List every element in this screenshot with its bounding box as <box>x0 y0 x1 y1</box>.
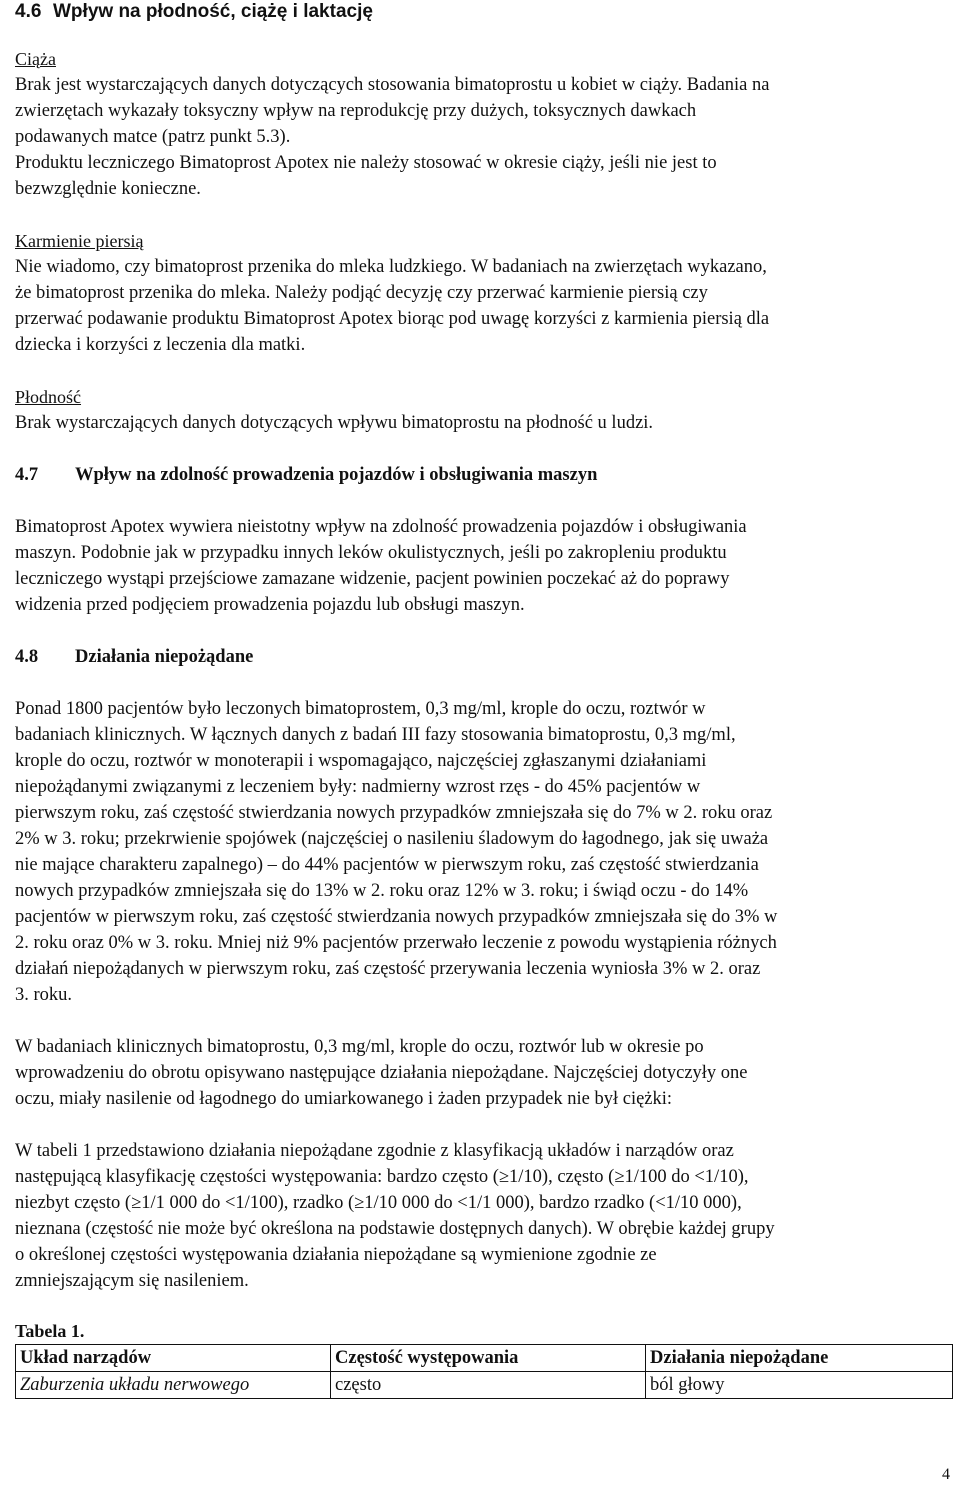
section-4-7-heading <box>15 462 950 488</box>
text-line: Produktu leczniczego Bimatoprost Apotex nie należy stosować w okresie ciąży, jeśli nie jest to <box>15 153 717 173</box>
adverse-effects-paragraph-2 <box>15 1034 950 1112</box>
text-line: przerwać podawanie produktu Bimatoprost Apotex biorąc pod uwagę korzyści z karmienia piersią dla <box>15 309 770 329</box>
text-line: Ponad 1800 pacjentów było leczonych bimatoprostem, 0,3 mg/ml, krople do oczu, roztwór w <box>15 699 706 719</box>
text-line: Brak wystarczających danych dotyczących wpływu bimatoprostu na płodność u ludzi. <box>15 413 654 433</box>
text-line: maszyn. Podobnie jak w przypadku innych leków okulistycznych, jeśli po zakropleniu produktu <box>15 543 727 563</box>
text-line: leczniczego wystąpi przejściowe zamazane widzenie, pacjent powinien poczekać aż do poprawy <box>15 569 730 589</box>
text-line: dziecka i korzyści z leczenia dla matki. <box>15 335 306 355</box>
table-cell: często <box>331 1372 646 1399</box>
section-4-6-heading <box>15 0 950 24</box>
section-title: Działania niepożądane <box>75 647 254 667</box>
adverse-effects-paragraph-1 <box>15 696 950 1008</box>
text-line: zwierzętach wykazały toksyczny wpływ na reprodukcję przy dużych, toksycznych dawkach <box>15 101 697 121</box>
text-line: W tabeli 1 przedstawiono działania niepożądane zgodnie z klasyfikacją układów i narządów oraz <box>15 1141 734 1161</box>
text-line: 2% w 3. roku; przekrwienie spojówek (najczęściej o nasileniu śladowym do łagodnego, jak się uważa <box>15 829 769 849</box>
section-title: Wpływ na zdolność prowadzenia pojazdów i obsługiwania maszyn <box>75 465 598 485</box>
text-line: widzenia przed podjęciem prowadzenia pojazdu lub obsługi maszyn. <box>15 595 525 615</box>
text-line: nieznana (częstość nie może być określona na podstawie dostępnych danych). W obrębie każdej grupy <box>15 1219 775 1239</box>
text-line: pierwszym roku, zaś częstość stwierdzania nowych przypadków zmniejszała się do 7% w 2. roku oraz <box>15 803 773 823</box>
fertility-paragraph <box>15 410 950 436</box>
pregnancy-paragraph <box>15 72 950 202</box>
section-number: 4.7 <box>15 465 39 485</box>
text-line: bezwzględnie konieczne. <box>15 179 201 199</box>
text-line: Nie wiadomo, czy bimatoprost przenika do mleka ludzkiego. W badaniach na zwierzętach wykazano, <box>15 257 767 277</box>
section-number: 4.8 <box>15 647 39 667</box>
pregnancy-heading: Ciąża <box>15 49 56 69</box>
breastfeeding-heading: Karmienie piersią <box>15 231 144 251</box>
adverse-effects-paragraph-3 <box>15 1138 950 1294</box>
text-line: działań niepożądanych w pierwszym roku, zaś częstość przerywania leczenia wyniosła 3% w 2. oraz <box>15 959 761 979</box>
fertility-heading: Płodność <box>15 387 82 407</box>
text-line: oczu, miały nasilenie od łagodnego do umiarkowanego i żaden przypadek nie był ciężki: <box>15 1089 673 1109</box>
driving-paragraph <box>15 514 950 618</box>
text-line: niezbyt często (≥1/1 000 do <1/100), rzadko (≥1/10 000 do <1/1 000), bardzo rzadko (<1/10 000), <box>15 1193 742 1213</box>
page-number: 4 <box>942 1466 950 1483</box>
text-line: nowych przypadków zmniejszała się do 13% w 2. roku oraz 12% w 3. roku; i świąd oczu - do 14% <box>15 881 749 901</box>
text-line: Brak jest wystarczających danych dotyczących stosowania bimatoprostu u kobiet w ciąży. Badania na <box>15 75 770 95</box>
text-line: niepożądanymi związanymi z leczeniem były: nadmierny wzrost rzęs - do 45% pacjentów w <box>15 777 701 797</box>
section-4-8-heading <box>15 644 950 670</box>
text-line: badaniach klinicznych. W łącznych danych z badań III fazy stosowania bimatoprostu, 0,3 mg/ml, <box>15 725 736 745</box>
text-line: krople do oczu, roztwór w monoterapii i wspomagająco, najczęściej zgłaszanymi działaniami <box>15 751 707 771</box>
text-line: 2. roku oraz 0% w 3. roku. Mniej niż 9% pacjentów przerwało leczenie z powodu wystąpienia różnych <box>15 933 777 953</box>
text-line: następującą klasyfikację częstości występowania: bardzo często (≥1/10), często (≥1/100 do <1/10), <box>15 1167 749 1187</box>
column-header: Układ narządów <box>16 1345 331 1372</box>
text-line: Bimatoprost Apotex wywiera nieistotny wpływ na zdolność prowadzenia pojazdów i obsługiwania <box>15 517 747 537</box>
column-header: Częstość występowania <box>331 1345 646 1372</box>
text-line: podawanych matce (patrz punkt 5.3). <box>15 127 291 147</box>
text-line: nie mające charakteru zapalnego) – do 44% pacjentów w pierwszym roku, zaś częstość stwierdzania <box>15 855 759 875</box>
table-row <box>16 1372 953 1399</box>
table-cell: ból głowy <box>646 1372 953 1399</box>
column-header: Działania niepożądane <box>646 1345 953 1372</box>
text-line: o określonej częstości występowania działania niepożądane są wymienione zgodnie ze <box>15 1245 657 1265</box>
section-title: Wpływ na płodność, ciążę i laktację <box>53 1 373 22</box>
document-page <box>15 0 950 1399</box>
text-line: zmniejszającym się nasileniem. <box>15 1271 249 1291</box>
text-line: W badaniach klinicznych bimatoprostu, 0,3 mg/ml, krople do oczu, roztwór lub w okresie po <box>15 1037 704 1057</box>
text-line: wprowadzeniu do obrotu opisywano następujące działania niepożądane. Najczęściej dotyczyły one <box>15 1063 748 1083</box>
text-line: pacjentów w pierwszym roku, zaś częstość stwierdzania nowych przypadków zmniejszała się do 3% w <box>15 907 778 927</box>
text-line: 3. roku. <box>15 985 73 1005</box>
table-cell: Zaburzenia układu nerwowego <box>16 1372 331 1399</box>
adverse-effects-table <box>15 1344 953 1399</box>
text-line: że bimatoprost przenika do mleka. Należy podjąć decyzję czy przerwać karmienie piersią czy <box>15 283 708 303</box>
table-caption: Tabela 1. <box>15 1321 85 1341</box>
section-number: 4.6 <box>15 1 42 22</box>
table-header-row <box>16 1345 953 1372</box>
breastfeeding-paragraph <box>15 254 950 358</box>
